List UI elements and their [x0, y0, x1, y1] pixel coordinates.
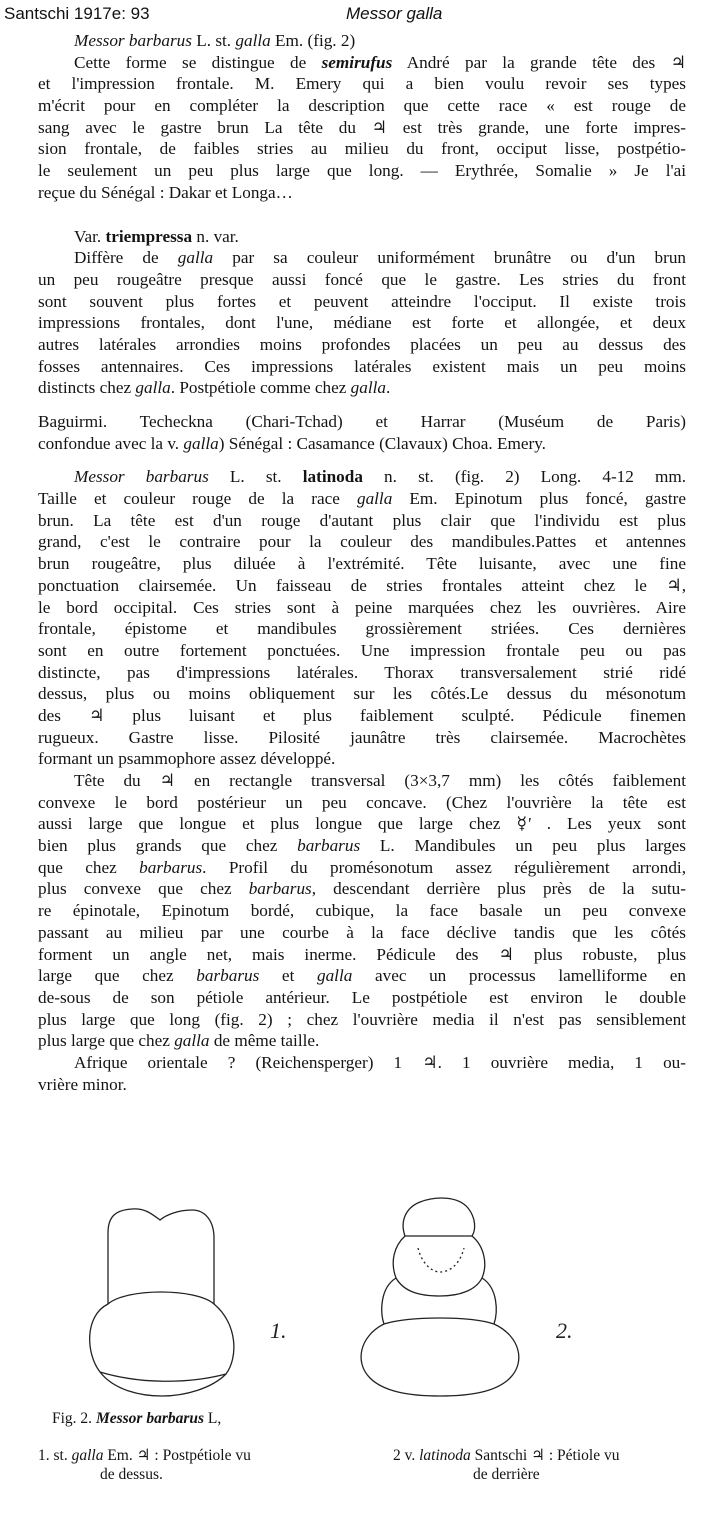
text-run: des: [38, 705, 89, 725]
caste-symbol: ♃: [670, 52, 686, 72]
figure-1-postpetiole-drawing: [90, 1209, 234, 1396]
text-line: [38, 52, 686, 74]
text-line: [38, 575, 686, 597]
text-run: de-sous de son pétiole antérieur. Le postpétiole est environ le double: [38, 987, 686, 1007]
text-line: [38, 291, 686, 313]
text-run: Em. Epinotum plus foncé, gastre: [392, 489, 686, 509]
text-run: galla: [174, 1031, 210, 1051]
caste-symbol: ♃: [666, 575, 682, 595]
text-run: grand, c'est le contraire pour la couleur des mandibules.Pattes et antennes: [38, 532, 686, 552]
text-line: [38, 705, 686, 727]
section-galla-description: [38, 52, 686, 204]
figure-2-drawings: [0, 1186, 716, 1401]
text-run: Tête du: [74, 771, 160, 790]
text-run: que chez: [38, 857, 140, 877]
text-run: convexe le bord postérieur un peu concave. (Chez l'ouvrière la tête est: [38, 792, 686, 812]
spacer: [38, 454, 686, 466]
text-line: [38, 30, 686, 52]
caption-legend: [38, 1446, 698, 1486]
text-run: en rectangle transversal (3×3,7 mm) les côtés faiblement: [175, 771, 686, 790]
caption-text: Em. ♃ : Postpétiole vu: [103, 1447, 251, 1464]
caption-legend-1: [38, 1446, 368, 1484]
caption-taxon: galla: [71, 1447, 104, 1464]
text-run: André par la grande tête des: [392, 52, 671, 72]
text-line: [38, 377, 686, 399]
text-run: dessus, plus ou moins obliquement sur les côtés.Le dessus du mésonotum: [38, 684, 686, 704]
text-run: confondue avec la v.: [38, 433, 184, 453]
text-run: formant un psammophore assez développé.: [38, 749, 336, 769]
text-line: [38, 640, 686, 662]
text-line: [38, 662, 686, 684]
caste-symbol: ♃: [159, 771, 176, 790]
text-run: autres latérales arrondies moins profondes placées un peu au dessus des: [38, 334, 686, 354]
text-line: [38, 618, 686, 640]
text-line: [38, 138, 686, 160]
text-run: latinoda: [302, 467, 363, 487]
section-latinoda-locality: [38, 1052, 686, 1095]
text-line: [38, 269, 686, 291]
text-line: [38, 944, 686, 966]
text-run: impressions frontales, dont l'une, médiane est forte et allongée, et deux: [38, 313, 686, 333]
text-run: . 1 ouvrière media, 1 ou-: [437, 1052, 687, 1072]
text-run: ) Sénégal : Casamance (Clavaux) Choa. Emery.: [218, 433, 546, 453]
text-line: [38, 226, 686, 248]
section-latinoda-head-description: [38, 770, 686, 1052]
text-run: brun rougeâtre, plus diluée à l'extrémité. Tête luisante, avec une fine: [38, 554, 686, 574]
caption-legend-1-line2: de dessus.: [100, 1466, 163, 1483]
text-line: [38, 1052, 686, 1074]
caption-legend-2-line1: [393, 1446, 716, 1465]
text-run: fosses antennaires. Ces impressions latérales existent mais un peu moins: [38, 356, 686, 376]
caste-symbol: ♃: [88, 705, 105, 725]
text-line: [38, 95, 686, 117]
text-run: sont en outre fortement ponctuées. Une impression frontale peu ou pas: [38, 640, 686, 660]
text-run: brun. La tête est d'un rouge d'autant plus clair que l'individu est plus: [38, 510, 686, 530]
text-run: . Profil du promésonotum assez régulièrement arrondi,: [202, 857, 687, 877]
text-run: Cette forme se distingue de: [74, 52, 322, 72]
text-line: [38, 748, 686, 770]
text-run: L. Mandibules un peu plus larges: [360, 836, 686, 856]
figure-2: [0, 1186, 716, 1401]
spacer: [38, 204, 686, 226]
section-triempressa-description: [38, 247, 686, 399]
section-triempressa-title: [38, 226, 686, 248]
text-run: L. st.: [208, 467, 303, 487]
text-run: Messor barbarus: [74, 31, 192, 50]
text-run: n. st. (fig. 2) Long. 4-12 mm.: [362, 467, 687, 487]
text-line: [38, 510, 686, 532]
text-run: .: [386, 378, 391, 398]
text-run: sont souvent plus fortes et peuvent atteindre l'occiput. Il existe trois: [38, 291, 686, 311]
text-run: galla: [316, 966, 353, 986]
caption-text: 2 v.: [393, 1447, 420, 1464]
text-run: le bord occipital. Ces stries sont à peine marquées chez les ouvrières. Aire: [38, 597, 686, 617]
text-run: Var.: [74, 226, 106, 246]
text-line: [38, 356, 686, 378]
text-run: galla: [356, 489, 393, 509]
text-line: [38, 878, 686, 900]
text-run: et l'impression frontale. M. Emery qui a bien voulu revoir ses types: [38, 74, 686, 94]
running-header-taxon: Messor galla: [346, 4, 443, 23]
section-galla-title: [38, 30, 686, 52]
text-line: [38, 117, 686, 139]
caste-symbol: ♃: [371, 117, 388, 137]
text-run: ,: [681, 575, 686, 595]
text-run: ponctuation clairsemée. Un faisseau de stries frontales atteint chez le: [38, 575, 667, 595]
caste-symbol: ♃: [422, 1052, 438, 1072]
text-run: reçue du Sénégal : Dakar et Longa…: [38, 182, 293, 202]
text-line: [38, 182, 686, 204]
caste-symbol: ♃: [498, 944, 514, 964]
text-line: [38, 857, 686, 879]
text-run: galla: [350, 378, 387, 398]
text-line: [38, 531, 686, 553]
caption-species: Messor barbarus: [95, 1410, 205, 1427]
section-latinoda-description: [38, 466, 686, 770]
text-run: galla: [183, 433, 219, 453]
caption-authority: L,: [204, 1410, 222, 1427]
text-line: [38, 466, 686, 488]
text-line: [38, 987, 686, 1009]
text-line: [38, 900, 686, 922]
text-run: barbarus: [139, 857, 203, 877]
text-line: [38, 597, 686, 619]
text-run: m'écrit pour en compléter la description que cette race « est rouge de: [38, 96, 686, 116]
text-line: [38, 770, 686, 792]
text-run: est très grande, une forte impres-: [387, 117, 687, 137]
figure-2-petiole-drawing: [361, 1198, 519, 1396]
text-run: large que chez: [38, 966, 197, 986]
caption-fig-number: Fig. 2.: [52, 1410, 96, 1427]
text-run: avec un processus lamelliforme en: [352, 966, 686, 986]
caption-text: 1. st.: [38, 1447, 72, 1464]
text-run: triempressa: [105, 226, 193, 246]
text-run: plus large que long (fig. 2) ; chez l'ouvrière media il n'est pas sensiblement: [38, 1009, 686, 1029]
text-run: semirufus: [321, 52, 393, 72]
text-line: [38, 1009, 686, 1031]
text-run: le seulement un peu plus large que long. — Erythrée, Somalie » Je l'ai: [38, 161, 686, 181]
figure-2-label: 2.: [556, 1318, 573, 1343]
caption-text: Santschi ♃ : Pétiole vu: [470, 1447, 620, 1464]
text-line: [38, 1030, 686, 1052]
text-run: plus robuste, plus: [513, 944, 687, 964]
caption-title: [52, 1408, 698, 1430]
text-line: [38, 411, 686, 433]
figure-caption: [38, 1408, 698, 1486]
text-run: galla: [177, 248, 214, 268]
text-run: Messor barbarus: [74, 467, 209, 487]
text-run: plus convexe que chez: [38, 879, 249, 899]
text-run: passant au milieu par une courbe à la face déclive tandis que les côtés: [38, 922, 686, 942]
text-line: [38, 835, 686, 857]
text-line: [38, 922, 686, 944]
text-run: , descendant derrière plus près de la sutu-: [311, 879, 686, 899]
figure-1-label: 1.: [270, 1318, 287, 1343]
text-run: sang avec le gastre brun La tête du: [38, 117, 372, 137]
text-run: sion frontale, de faibles stries au milieu du front, occiput lisse, postpétio-: [38, 139, 686, 159]
text-line: [38, 813, 686, 835]
text-line: [38, 334, 686, 356]
text-run: Diffère de: [74, 248, 178, 268]
caption-legend-2-line2: de derrière: [473, 1466, 540, 1483]
caption-legend-2: [393, 1446, 716, 1484]
text-run: Baguirmi. Techeckna (Chari-Tchad) et Harrar (Muséum de Paris): [38, 412, 686, 431]
text-run: galla: [235, 31, 271, 50]
text-run: par sa couleur uniformément brunâtre ou d'un brun: [213, 248, 687, 268]
text-run: . Les yeux sont: [530, 814, 686, 834]
text-run: plus large que chez: [38, 1031, 175, 1051]
text-line: [38, 433, 686, 455]
text-run: . Postpétiole comme chez: [170, 378, 351, 398]
text-run: distincts chez: [38, 378, 136, 398]
text-run: plus luisant et plus faiblement sculpté. Pédicule finemen: [104, 705, 686, 725]
text-run: frontale, épistome et mandibules grossièrement striées. Ces dernières: [38, 619, 686, 639]
text-run: barbarus: [297, 836, 361, 856]
text-run: L. st.: [191, 31, 236, 50]
running-header-citation: Santschi 1917e: 93: [4, 4, 150, 23]
text-run: barbarus: [196, 966, 260, 986]
caption-taxon: latinoda: [419, 1447, 471, 1464]
text-line: [38, 247, 686, 269]
text-run: forment un angle net, mais inerme. Pédicule des: [38, 944, 499, 964]
spacer: [38, 399, 686, 411]
text-line: [38, 488, 686, 510]
text-line: [38, 160, 686, 182]
text-line: [38, 965, 686, 987]
text-line: [38, 683, 686, 705]
text-run: n. var.: [192, 226, 239, 246]
text-run: Afrique orientale ? (Reichensperger) 1: [74, 1052, 423, 1072]
text-run: de même taille.: [209, 1031, 320, 1051]
text-run: rugueux. Gastre lisse. Pilosité jaunâtre très clairsemée. Macrochètes: [38, 727, 686, 747]
text-run: vrière minor.: [38, 1074, 127, 1094]
caption-legend-1-line1: [38, 1446, 368, 1465]
text-run: bien plus grands que chez: [38, 836, 298, 856]
section-locality-note: [38, 411, 686, 454]
text-run: galla: [135, 378, 171, 398]
text-run: un peu rougeâtre presque aussi foncé que le gastre. Les stries du front: [38, 269, 686, 289]
text-run: Em. (fig. 2): [270, 31, 356, 50]
text-run: re épinotale, Epinotum bordé, cubique, la face basale un peu convexe: [38, 901, 686, 921]
text-run: aussi large que longue et plus longue que large chez: [38, 814, 517, 834]
text-run: et: [259, 966, 317, 986]
text-run: distincte, pas d'impressions latérales. Thorax transversalement strié ridé: [38, 662, 686, 682]
text-run: Taille et couleur rouge de la race: [38, 489, 357, 509]
text-line: [38, 312, 686, 334]
text-line: [38, 1074, 686, 1096]
text-line: [38, 727, 686, 749]
text-line: [38, 73, 686, 95]
article-body: [38, 30, 686, 1095]
caste-symbol: ☿': [516, 814, 531, 834]
text-line: [38, 553, 686, 575]
text-line: [38, 792, 686, 814]
text-run: barbarus: [248, 879, 312, 899]
